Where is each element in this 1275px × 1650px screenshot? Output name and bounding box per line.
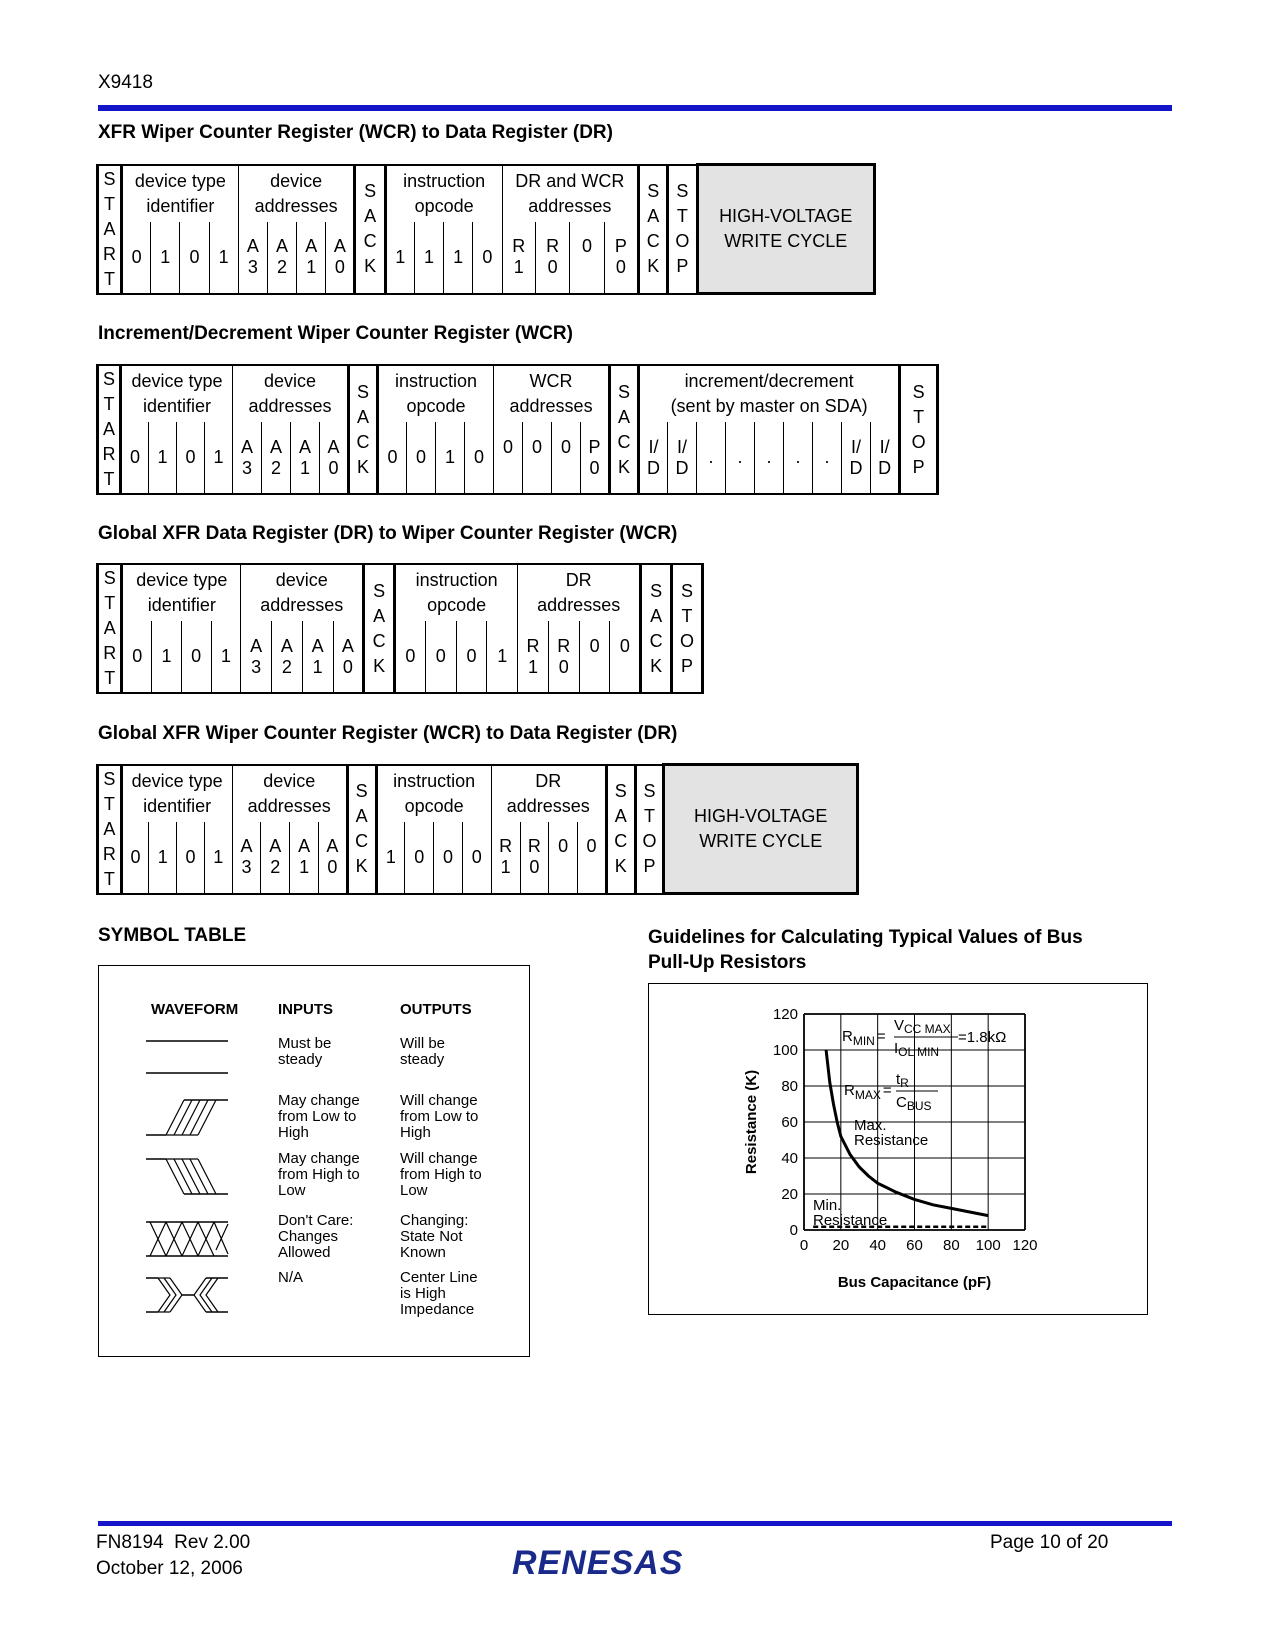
instruction-opcode-bit-2: 1 xyxy=(444,222,473,294)
device-type-identifier: device type identifier xyxy=(121,165,238,222)
stop-bit: S T O P xyxy=(671,564,702,693)
increment-decrement-bit-2: . xyxy=(697,422,726,494)
renesas-logo xyxy=(508,1538,718,1584)
start-bit: S T A R T xyxy=(98,365,121,494)
stop-bit: S T O P xyxy=(668,165,697,294)
wcr-addresses-bit-2: 0 xyxy=(552,422,581,494)
increment-decrement-bit-4: . xyxy=(755,422,784,494)
rmin-equation-rhs: =1.8kΩ xyxy=(958,1029,1007,1046)
device-addresses-bit-1: A 2 xyxy=(261,822,290,894)
renesas-logo-icon xyxy=(508,1538,718,1584)
instruction-opcode-bit-2: 0 xyxy=(434,822,463,894)
sack-bit: S A C K xyxy=(364,564,395,693)
device-addresses: device addresses xyxy=(232,765,347,822)
x-tick-label-120: 120 xyxy=(1012,1237,1038,1254)
device-type-identifier-bit-0: 0 xyxy=(121,822,149,894)
symbol-inputs-dont-care: Don't Care: Changes Allowed xyxy=(278,1212,354,1261)
dr-addresses: DR addresses xyxy=(491,765,606,822)
sack-bit-2: S A C K xyxy=(610,365,639,494)
x-tick-label-20: 20 xyxy=(832,1237,850,1254)
min-resistance-label-line1: Min. xyxy=(813,1197,842,1214)
instruction-opcode: instruction opcode xyxy=(385,165,502,222)
y-tick-label-60: 60 xyxy=(781,1114,798,1131)
increment-decrement: increment/decrement (sent by master on SDA) xyxy=(639,365,900,422)
increment-decrement-bit-8: I/ D xyxy=(871,422,900,494)
device-addresses-bit-1: A 2 xyxy=(262,422,291,494)
device-type-identifier-bit-3: 1 xyxy=(204,822,232,894)
instruction-opcode-bit-2: 1 xyxy=(436,422,465,494)
chart-title-line-2: Pull-Up Resistors xyxy=(648,952,807,973)
dr-wcr-addresses-bit-2: 0 xyxy=(570,222,604,294)
dr-wcr-addresses-bit-1: R 0 xyxy=(535,222,569,294)
x-tick-label-80: 80 xyxy=(942,1237,960,1254)
instruction-opcode-bit-0: 0 xyxy=(395,621,426,693)
dr-addresses-bit-2: 0 xyxy=(549,822,578,894)
sack-bit: S A C K xyxy=(349,365,378,494)
instruction-opcode-bit-1: 1 xyxy=(414,222,443,294)
start-bit: S T A R T xyxy=(98,564,122,693)
sack-bit-2: S A C K xyxy=(606,765,635,894)
y-tick-label-100: 100 xyxy=(772,1042,798,1059)
instruction-opcode-bit-0: 1 xyxy=(385,222,414,294)
x-tick-label-60: 60 xyxy=(906,1237,923,1254)
instruction-opcode: instruction opcode xyxy=(378,365,494,422)
increment-decrement-bit-1: I/ D xyxy=(668,422,697,494)
max-resistance-label-line1: Max. xyxy=(854,1117,887,1134)
sack-bit: S A C K xyxy=(347,765,376,894)
symbol-outputs-high-impedance: Center Line is High Impedance xyxy=(400,1269,478,1318)
device-addresses-bit-3: A 0 xyxy=(333,621,364,693)
dr-wcr-addresses-bit-3: P 0 xyxy=(604,222,638,294)
high-voltage-write-cycle: HIGH-VOLTAGE WRITE CYCLE xyxy=(664,765,858,894)
rmax-equation-lhs: $R_{MAX}$ = xyxy=(844,1082,892,1102)
symbol-outputs-high-to-low: Will change from High to Low xyxy=(400,1150,482,1199)
dr-addresses-bit-1: R 0 xyxy=(548,621,579,693)
section-title-1: XFR Wiper Counter Register (WCR) to Data Register (DR) xyxy=(98,122,613,143)
dr-addresses-bit-1: R 0 xyxy=(520,822,549,894)
y-tick-label-0: 0 xyxy=(789,1222,798,1239)
instruction-opcode-bit-3: 1 xyxy=(487,621,518,693)
instruction-opcode: instruction opcode xyxy=(395,564,518,621)
symbol-inputs-high-impedance: N/A xyxy=(278,1269,304,1286)
instruction-opcode-bit-0: 1 xyxy=(376,822,405,894)
rmax-equation-denominator: $C_{BUS}$ xyxy=(896,1094,932,1113)
section-title-3: Global XFR Data Register (DR) to Wiper Counter Register (WCR) xyxy=(98,523,678,544)
increment-decrement-bit-7: I/ D xyxy=(842,422,871,494)
waveform-dont-care-icon xyxy=(146,1222,228,1256)
dr-addresses-bit-0: R 1 xyxy=(491,822,520,894)
instruction-opcode-bit-2: 0 xyxy=(456,621,487,693)
dr-addresses-bit-3: 0 xyxy=(610,621,641,693)
device-addresses-bit-2: A 1 xyxy=(297,222,326,294)
device-addresses-bit-2: A 1 xyxy=(290,822,319,894)
device-addresses-bit-0: A 3 xyxy=(241,621,272,693)
instruction-opcode-bit-1: 0 xyxy=(405,822,434,894)
device-type-identifier-bit-1: 1 xyxy=(149,822,177,894)
device-addresses-bit-2: A 1 xyxy=(291,422,320,494)
sequence-diagram-xfr-wcr-to-dr xyxy=(96,163,876,295)
device-addresses-bit-0: A 3 xyxy=(233,422,262,494)
waveform-symbols xyxy=(144,1036,234,1346)
symbol-inputs-low-to-high: May change from Low to High xyxy=(278,1092,360,1141)
device-type-identifier-bit-2: 0 xyxy=(177,422,205,494)
device-addresses-bit-1: A 2 xyxy=(271,621,302,693)
instruction-opcode-bit-0: 0 xyxy=(378,422,407,494)
dr-addresses: DR addresses xyxy=(518,564,641,621)
wcr-addresses-bit-3: P 0 xyxy=(581,422,610,494)
increment-decrement-bit-3: . xyxy=(726,422,755,494)
symbol-table xyxy=(98,965,530,1357)
instruction-opcode-bit-3: 0 xyxy=(462,822,491,894)
footer-date: October 12, 2006 xyxy=(96,1558,243,1579)
renesas-logo-text: RENESAS xyxy=(512,1544,684,1582)
device-type-identifier-bit-0: 0 xyxy=(121,222,150,294)
x-tick-label-40: 40 xyxy=(869,1237,887,1254)
waveform-steady-icon xyxy=(146,1041,228,1073)
device-type-identifier-bit-3: 1 xyxy=(205,422,233,494)
y-tick-label-80: 80 xyxy=(781,1078,798,1095)
symbol-outputs-steady: Will be steady xyxy=(400,1035,446,1068)
rmin-equation-denominator: $I_{OL MIN}$ xyxy=(894,1040,940,1059)
increment-decrement-bit-0: I/ D xyxy=(639,422,668,494)
x-axis-label: Bus Capacitance (pF) xyxy=(837,1274,992,1291)
symbol-outputs-dont-care: Changing: State Not Known xyxy=(400,1212,469,1261)
symbol-header-waveform: WAVEFORM xyxy=(151,1001,239,1018)
waveform-high-impedance-icon xyxy=(146,1278,228,1312)
min-resistance-label-line2: Resistance xyxy=(813,1212,888,1229)
device-addresses-bit-3: A 0 xyxy=(326,222,355,294)
resistance-vs-capacitance-chart xyxy=(649,984,1147,1314)
device-addresses-bit-0: A 3 xyxy=(232,822,261,894)
x-tick-label-100: 100 xyxy=(975,1237,1001,1254)
chart-frame xyxy=(648,983,1148,1315)
device-addresses-bit-1: A 2 xyxy=(267,222,296,294)
sack-bit-2: S A C K xyxy=(639,165,668,294)
section-title-2: Increment/Decrement Wiper Counter Register (WCR) xyxy=(98,323,573,344)
sequence-diagram-inc-dec-wcr xyxy=(96,364,939,495)
device-type-identifier-bit-0: 0 xyxy=(121,422,149,494)
wcr-addresses-bit-0: 0 xyxy=(494,422,523,494)
header-rule xyxy=(98,105,1172,111)
increment-decrement-bit-6: . xyxy=(813,422,842,494)
symbol-header-outputs: OUTPUTS xyxy=(400,1001,472,1018)
device-addresses: device addresses xyxy=(241,564,364,621)
stop-bit: S T O P xyxy=(900,365,938,494)
instruction-opcode-bit-1: 0 xyxy=(425,621,456,693)
device-type-identifier: device type identifier xyxy=(121,365,233,422)
dr-addresses-bit-0: R 1 xyxy=(518,621,549,693)
symbol-inputs-high-to-low: May change from High to Low xyxy=(278,1150,360,1199)
device-addresses-bit-0: A 3 xyxy=(238,222,267,294)
device-type-identifier-bit-2: 0 xyxy=(181,621,211,693)
y-tick-label-40: 40 xyxy=(781,1150,798,1167)
rmin-equation-lhs: $R_{MIN}$ = xyxy=(842,1028,886,1048)
device-type-identifier-bit-2: 0 xyxy=(177,822,205,894)
instruction-opcode-bit-1: 0 xyxy=(407,422,436,494)
y-axis-label: Resistance (K) xyxy=(743,1069,760,1175)
y-tick-label-120: 120 xyxy=(772,1006,798,1023)
device-addresses-bit-3: A 0 xyxy=(320,422,349,494)
y-tick-label-20: 20 xyxy=(781,1186,798,1203)
device-type-identifier-bit-1: 1 xyxy=(149,422,177,494)
rmax-equation-numerator: $t_R$ xyxy=(896,1071,909,1090)
dr-addresses-bit-3: 0 xyxy=(578,822,607,894)
waveform-high-to-low-icon xyxy=(146,1159,228,1194)
wcr-addresses: WCR addresses xyxy=(494,365,610,422)
footer-page: Page 10 of 20 xyxy=(990,1532,1109,1553)
sequence-diagram-global-wcr-to-dr xyxy=(96,763,859,895)
device-type-identifier-bit-1: 1 xyxy=(152,621,182,693)
dr-wcr-addresses: DR and WCR addresses xyxy=(502,165,639,222)
start-bit: S T A R T xyxy=(98,165,122,294)
device-type-identifier: device type identifier xyxy=(122,564,241,621)
device-addresses-bit-2: A 1 xyxy=(302,621,333,693)
symbol-inputs-steady: Must be steady xyxy=(278,1035,332,1068)
increment-decrement-bit-5: . xyxy=(784,422,813,494)
device-type-identifier: device type identifier xyxy=(121,765,232,822)
high-voltage-write-cycle: HIGH-VOLTAGE WRITE CYCLE xyxy=(697,165,875,294)
footer-doc-id: FN8194 Rev 2.00 xyxy=(96,1532,251,1553)
stop-bit: S T O P xyxy=(635,765,664,894)
sequence-diagram-global-dr-to-wcr xyxy=(96,563,704,694)
instruction-opcode-bit-3: 0 xyxy=(473,222,502,294)
device-type-identifier-bit-1: 1 xyxy=(151,222,180,294)
footer-rule xyxy=(98,1521,1172,1526)
instruction-opcode: instruction opcode xyxy=(376,765,491,822)
symbol-outputs-low-to-high: Will change from Low to High xyxy=(400,1092,479,1141)
sack-bit-2: S A C K xyxy=(641,564,672,693)
device-addresses: device addresses xyxy=(238,165,355,222)
device-addresses-bit-3: A 0 xyxy=(318,822,347,894)
symbol-header-inputs: INPUTS xyxy=(278,1001,334,1018)
device-type-identifier-bit-3: 1 xyxy=(211,621,241,693)
device-type-identifier-bit-2: 0 xyxy=(180,222,209,294)
dr-wcr-addresses-bit-0: R 1 xyxy=(502,222,535,294)
rmin-equation-numerator: $V_{CC MAX}$ xyxy=(894,1017,951,1036)
chart-title-line-1: Guidelines for Calculating Typical Values of Bus xyxy=(648,927,1083,948)
max-resistance-label-line2: Resistance xyxy=(854,1132,929,1149)
device-type-identifier-bit-3: 1 xyxy=(209,222,238,294)
dr-addresses-bit-2: 0 xyxy=(579,621,610,693)
device-type-identifier-bit-0: 0 xyxy=(122,621,152,693)
document-header-title: X9418 xyxy=(98,72,153,93)
chart-section-title xyxy=(648,925,1083,975)
wcr-addresses-bit-1: 0 xyxy=(523,422,552,494)
device-addresses: device addresses xyxy=(233,365,349,422)
x-tick-label-0: 0 xyxy=(799,1237,809,1254)
instruction-opcode-bit-3: 0 xyxy=(465,422,494,494)
start-bit: S T A R T xyxy=(98,765,122,894)
waveform-low-to-high-icon xyxy=(146,1100,228,1135)
sack-bit: S A C K xyxy=(355,165,385,294)
symbol-table-title: SYMBOL TABLE xyxy=(98,925,247,946)
section-title-4: Global XFR Wiper Counter Register (WCR) to Data Register (DR) xyxy=(98,723,678,744)
footer-left xyxy=(96,1530,250,1582)
